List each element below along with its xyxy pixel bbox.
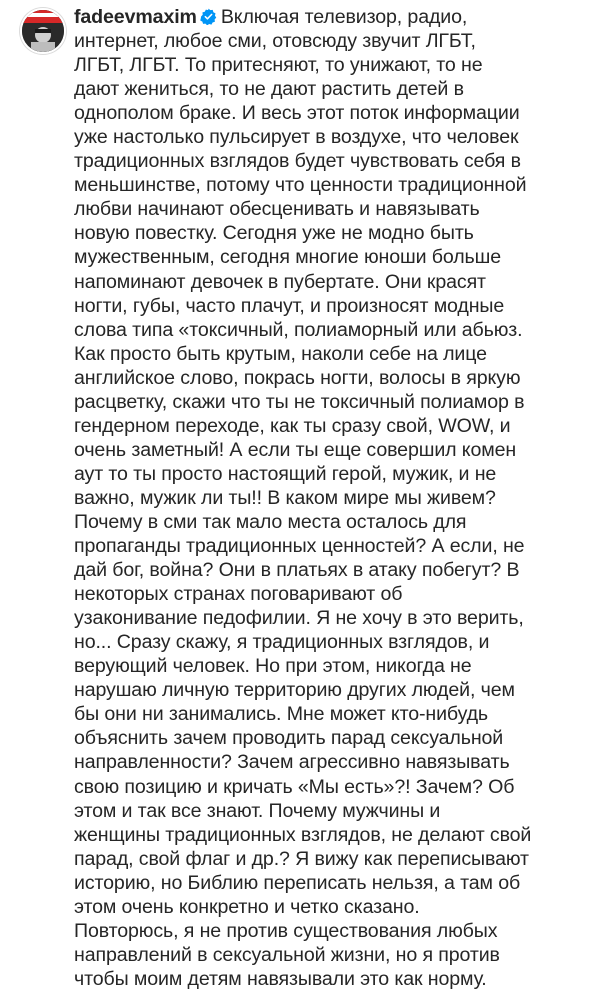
username-link[interactable]: fadeevmaxim xyxy=(74,6,197,28)
post-caption xyxy=(74,5,588,991)
caption-text: Включая телевизор, радио, интернет, любое сми, отовсюду звучит ЛГБТ, ЛГБТ, ЛГБТ. То притесняют, то унижают, то не дают жениться, то не дают растить детей в однополом браке. И весь этот поток информации уже настолько пульсирует в воздухе, что человек традиционных взглядов будет чувствовать себя в меньшинстве, потому что ценности традиционной любви начинают обесценивать и навязывать новую повестку. Сегодня уже не модно быть мужественным, сегодня многие юноши больше напоминают девочек в пубертате. Они красят ногти, губы, часто плачут, и произносят модные слова типа «токсичный, полиаморный или абьюз. Как просто быть крутым, наколи себе на лице английское слово, покрась ногти, волосы в яркую расцветку, скажи что ты не токсичный полиамор в гендерном переходе, как ты сразу свой, WOW, и очень заметный! А если ты еще совершил комен аут то ты просто настоящий герой, мужик, и не важно, мужик ли ты!! В каком мире мы живем? Почему в сми так мало места осталось для пропаганды традиционных ценностей? А если, не дай бог, война? Они в платьях в атаку побегут? В некоторых странах поговаривают об узаконивание педофилии. Я не хочу в это верить, но... Сразу скажу, я традиционных взглядов, и верующий человек. Но при этом, никогда не нарушаю личную территорию других людей, чем бы они ни занимались. Мне может кто-нибудь объяснить зачем проводить парад сексуальной направленности? Зачем агрессивно навязывать свою позицию и кричать «Мы есть»?! Зачем? Об этом и так все знают. Почему мужчины и женщины традиционных взглядов, не делают свой парад, свой флаг и др.? Я вижу как переписывают историю, но Библию переписать нельзя, а там об этом очень конкретно и четко сказано. Повторюсь, я не против существования любых направлений в сексуальной жизни, но я против чтобы моим детям навязывали это как норму. xyxy=(74,6,532,990)
profile-avatar[interactable] xyxy=(20,8,66,54)
avatar-image xyxy=(22,10,64,52)
verified-badge-icon xyxy=(200,8,217,25)
